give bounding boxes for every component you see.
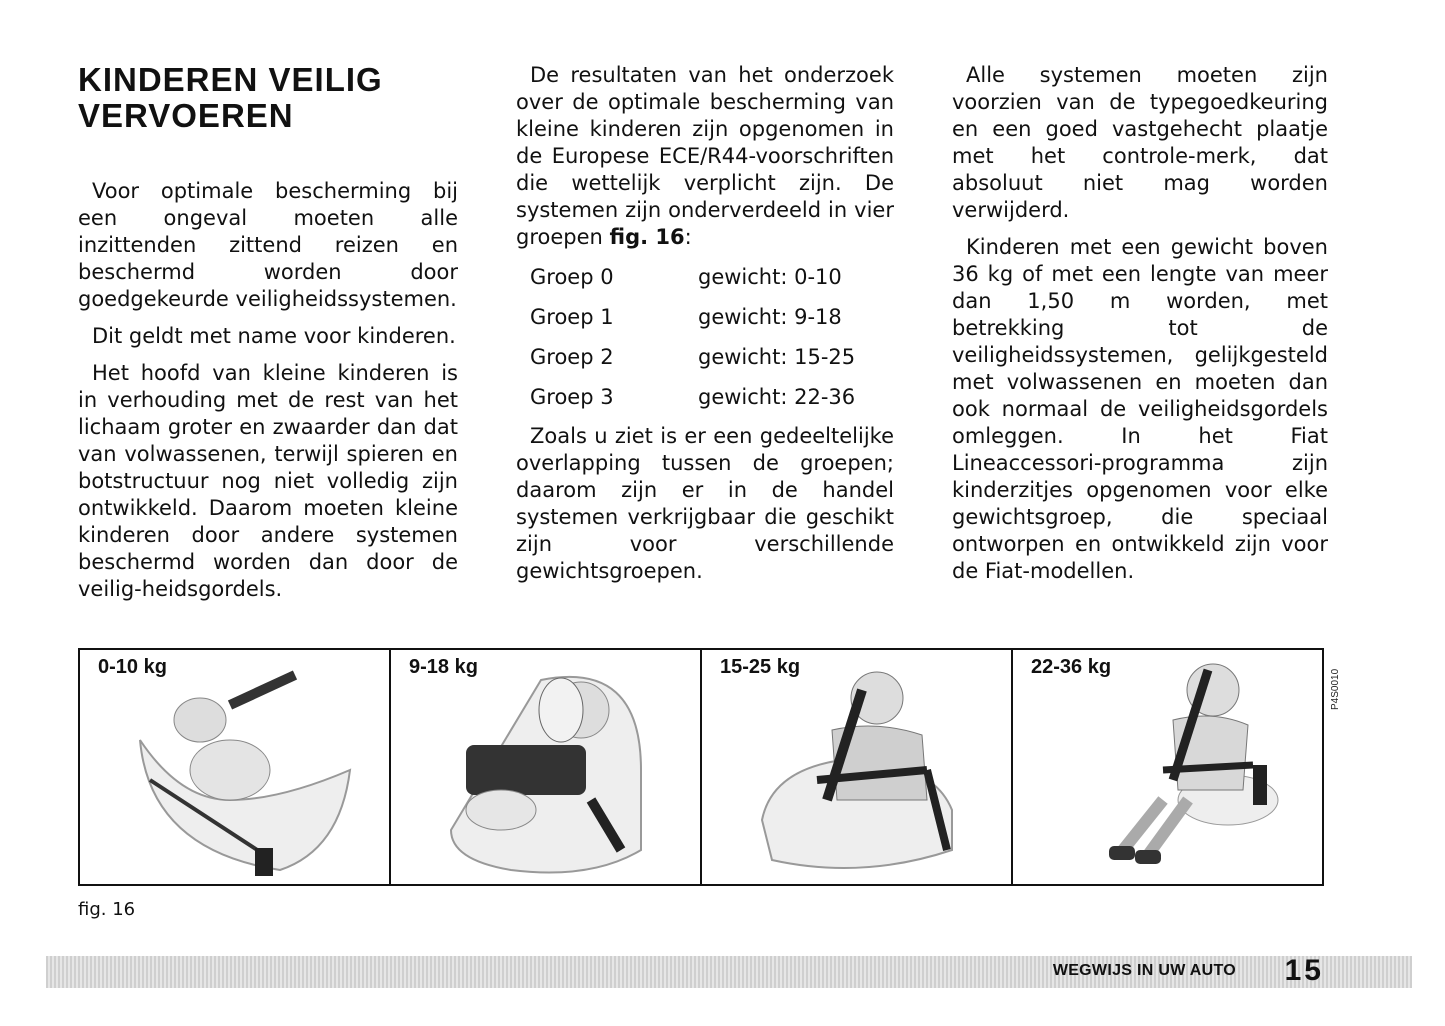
figure-code: P4S0010 — [1330, 668, 1341, 710]
figure-reference: fig. 16 — [609, 225, 685, 249]
figure-panel-15-25kg — [702, 650, 1013, 884]
panel-label: 0-10 kg — [98, 656, 167, 678]
booster-seat-illustration — [702, 650, 1008, 884]
panel-label: 9-18 kg — [409, 656, 478, 678]
paragraph: Alle systemen moeten zijn voorzien van de typegoedkeuring en een goed vastgehecht plaatje met het controle-merk, dat absoluut niet mag worden verwijderd. — [952, 63, 1328, 222]
table-row — [530, 297, 855, 337]
group-name: Groep 0 — [530, 264, 614, 289]
table-row — [530, 377, 855, 417]
group-name: Groep 1 — [530, 304, 614, 329]
title-line-2: VERVOEREN — [78, 97, 294, 134]
table-row — [530, 257, 855, 297]
paragraph: Dit geldt met name voor kinderen. — [92, 324, 456, 348]
group-weight: gewicht: 15-25 — [698, 344, 856, 369]
paragraph: Het hoofd van kleine kinderen is in verhouding met de rest van het lichaam groter en zwaarder dan dat van volwassenen, terwijl spieren en botstructuur nog niet volledig zijn ontwikkeld. Daarom moeten kleine kinderen door andere systemen beschermd worden dan door de veilig-heidsgordels. — [78, 361, 458, 601]
paragraph: Voor optimale bescherming bij een ongeval moeten alle inzittenden zittend reizen en beschermd worden door goedgekeurde veiligheidssystemen. — [78, 179, 458, 311]
column-1 — [78, 62, 458, 613]
child-seat-shield-illustration — [391, 650, 697, 884]
colon: : — [684, 225, 692, 249]
page-number: 15 — [1284, 954, 1324, 987]
figure-panel-22-36kg — [1013, 650, 1322, 884]
page-footer — [46, 956, 1412, 988]
booster-cushion-illustration — [1013, 650, 1322, 884]
paragraph: Zoals u ziet is er een gedeeltelijke overlapping tussen de groepen; daarom zijn er in de handel systemen verkrijgbaar die geschikt zijn voor verschillende gewichtsgroepen. — [516, 424, 894, 583]
table-row — [530, 337, 855, 377]
title-line-1: KINDEREN VEILIG — [78, 61, 383, 98]
group-weight: gewicht: 0-10 — [698, 264, 842, 289]
page-title — [78, 62, 458, 134]
figure-caption: fig. 16 — [78, 899, 136, 920]
figure-panel-9-18kg — [391, 650, 702, 884]
panel-label: 22-36 kg — [1031, 656, 1112, 678]
paragraph-text: De resultaten van het onderzoek over de optimale bescherming van kleine kinderen zijn opgenomen in de Europese ECE/R44-voorschriften die wettelijk verplicht zijn. De systemen zijn onderverdeeld in vier groepen — [516, 63, 894, 249]
panel-label: 15-25 kg — [720, 656, 801, 678]
group-weight: gewicht: 9-18 — [698, 304, 842, 329]
paragraph: Kinderen met een gewicht boven 36 kg of met een lengte van meer dan 1,50 m worden, met betrekking tot de veiligheidssystemen, gelijkgesteld met volwassenen en moeten dan ook normaal de veiligheidsgordels omleggen. In het Fiat Lineaccessori-programma zijn kinderzitjes opgenomen voor elke gewichtsgroep, die speciaal ontworpen en ontwikkeld zijn voor de Fiat-modellen. — [952, 235, 1328, 583]
figure-16 — [78, 648, 1324, 886]
group-name: Groep 3 — [530, 384, 614, 409]
groups-table — [530, 257, 855, 417]
column-2 — [516, 62, 894, 595]
infant-carrier-illustration — [80, 650, 391, 884]
section-title: WEGWIJS IN UW AUTO — [1052, 962, 1236, 979]
group-name: Groep 2 — [530, 344, 614, 369]
column-3 — [952, 62, 1328, 595]
figure-panel-0-10kg — [80, 650, 391, 884]
paragraph — [516, 62, 894, 251]
group-weight: gewicht: 22-36 — [698, 384, 856, 409]
